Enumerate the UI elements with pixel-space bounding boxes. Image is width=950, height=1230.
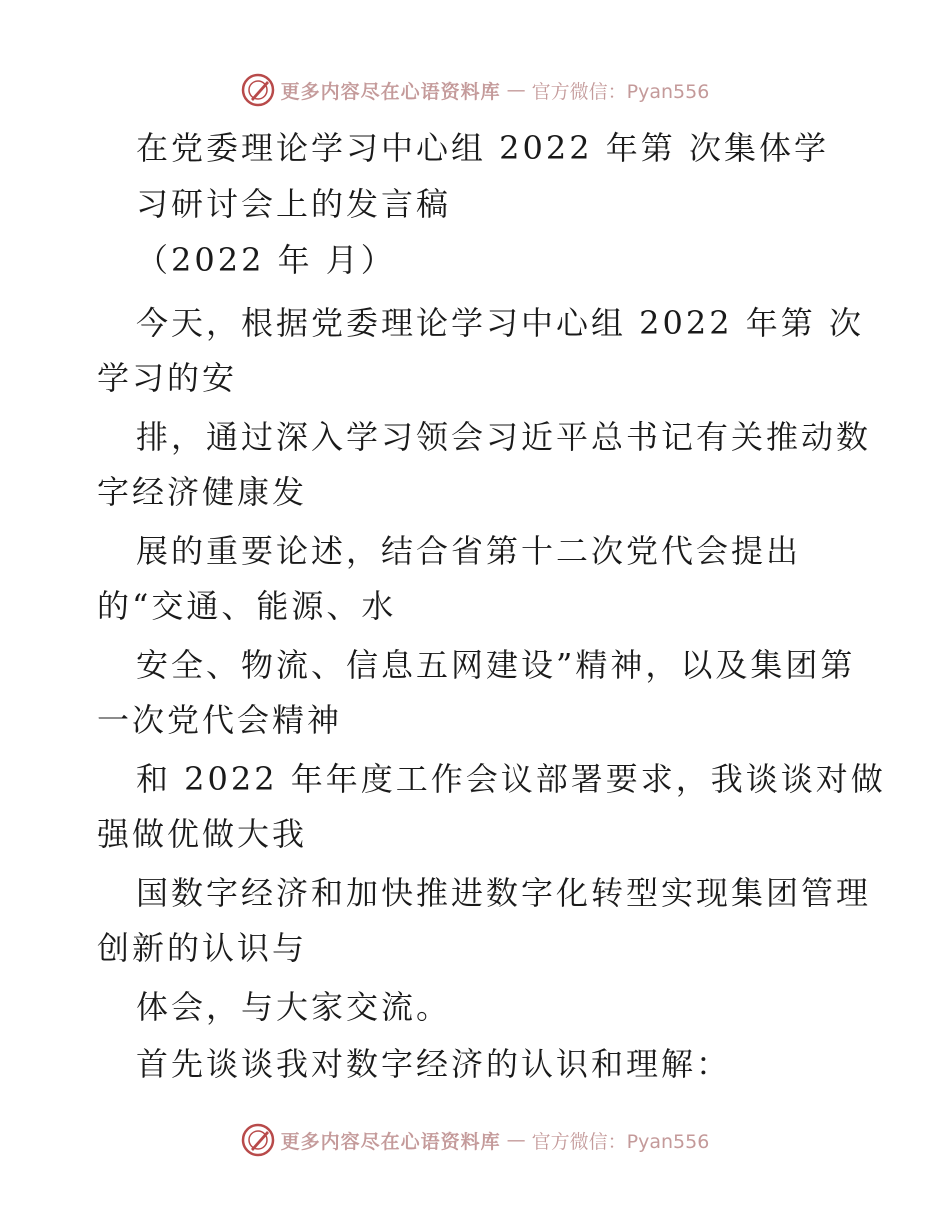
paragraph-line: 创新的认识与 — [97, 929, 308, 967]
paragraph-line: 的“交通、能源、水 — [97, 587, 397, 625]
paragraph-line: 首先谈谈我对数字经济的认识和理解： — [136, 1045, 732, 1083]
paragraph-line: 和 2022 年年度工作会议部署要求，我谈谈对做 — [136, 760, 886, 798]
paragraph-line: 国数字经济和加快推进数字化转型实现集团管理 — [136, 874, 872, 912]
title-line-1: 在党委理论学习中心组 2022 年第 次集体学 — [136, 129, 829, 167]
watermark-footer — [0, 1120, 950, 1160]
watermark-text: 更多内容尽在心语资料库 — [280, 80, 501, 103]
paragraph-line: 强做优做大我 — [97, 815, 308, 853]
watermark-text: 更多内容尽在心语资料库 — [280, 1130, 501, 1153]
paragraph-line: 今天，根据党委理论学习中心组 2022 年第 次 — [136, 304, 864, 342]
watermark-separator: — — [506, 1129, 526, 1151]
paragraph-line: 排，通过深入学习领会习近平总书记有关推动数 — [136, 418, 872, 456]
paragraph-line: 安全、物流、信息五网建设”精神，以及集团第 — [136, 646, 856, 684]
title-line-2: 习研讨会上的发言稿 — [136, 185, 452, 223]
paragraph-line: 字经济健康发 — [97, 473, 308, 511]
paragraph-line: 体会，与大家交流。 — [136, 988, 452, 1026]
watermark-separator: — — [506, 79, 526, 101]
paragraph-line: 展的重要论述，结合省第十二次党代会提出 — [136, 532, 802, 570]
watermark-contact: 官方微信：Pyan556 — [531, 80, 710, 103]
pen-seal-icon — [241, 1123, 275, 1157]
paragraph-line: 学习的安 — [97, 359, 238, 397]
watermark-contact: 官方微信：Pyan556 — [531, 1130, 710, 1153]
pen-seal-icon — [241, 73, 275, 107]
watermark-header — [0, 70, 950, 110]
date-line: （2022 年 月） — [136, 241, 396, 279]
paragraph-line: 一次党代会精神 — [97, 701, 343, 739]
